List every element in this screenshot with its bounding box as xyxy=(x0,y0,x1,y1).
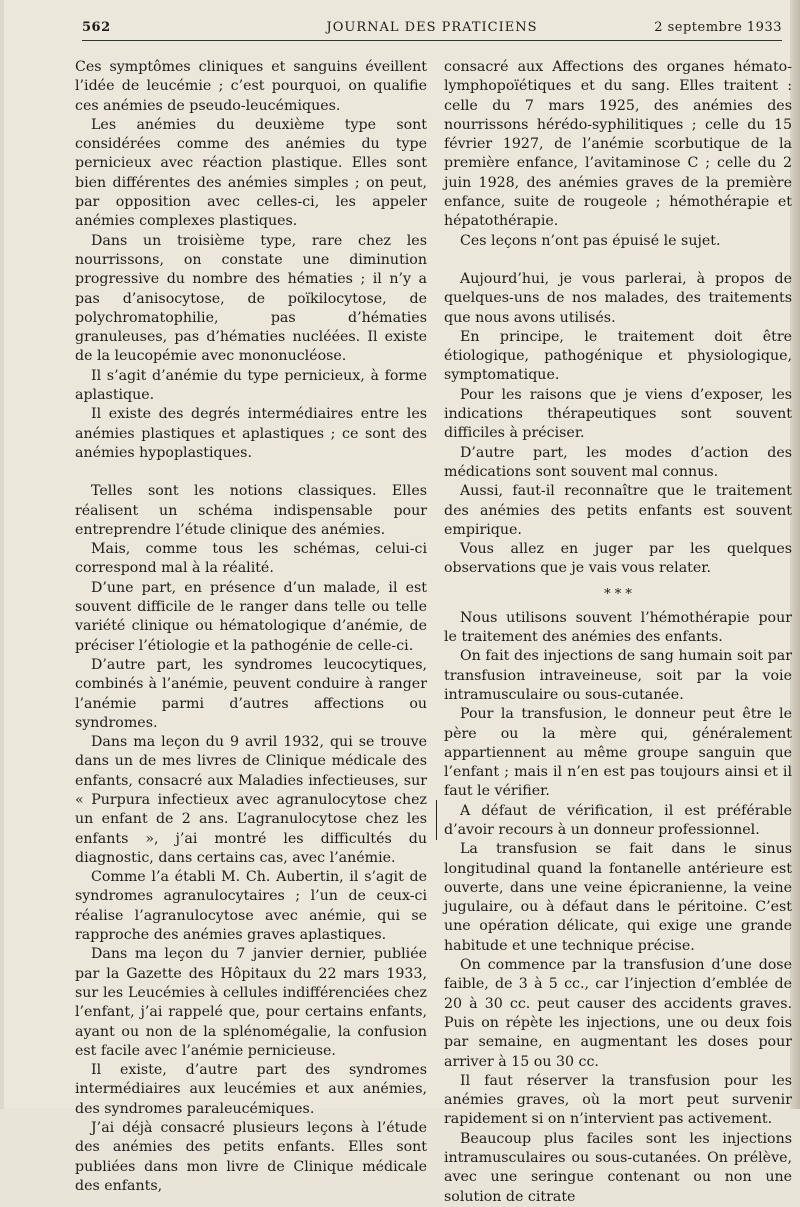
paragraph: Aujourd’hui, je vous parlerai, à propos de quelques-uns de nos malades, des traitements que nous avons utilisés. xyxy=(444,270,792,326)
journal-title: JOURNAL DES PRATICIENS xyxy=(326,20,538,35)
paragraph: Comme l’a établi M. Ch. Aubertin, il s’agit de syndromes agranulocytaires ; l’un de ceux-ci réalise l’agranulocytose avec anémie, qui se rapproche des anémies graves aplastiques. xyxy=(75,869,427,944)
paragraph: Il existe des degrés intermédiaires entre les anémies plastiques et aplastiques ; ce sont des anémies hypoplastiques. xyxy=(75,406,427,461)
paragraph: Beaucoup plus faciles sont les injections intramusculaires ou sous-cutanées. On prélève, avec une seringue contenant ou non une solution de citrate xyxy=(444,1130,792,1205)
running-header xyxy=(82,18,782,40)
paragraph: Telles sont les notions classiques. Elles réalisent un schéma indispensable pour entreprendre l’étude clinique des anémies. xyxy=(75,483,427,538)
paragraph: Pour la transfusion, le donneur peut être le père ou la mère qui, généralement appartiennent au même groupe sanguin que l’enfant ; mais il n’en est pas toujours ainsi et il faut le vérifier. xyxy=(444,706,792,800)
paragraph: J’ai déjà consacré plusieurs leçons à l’étude des anémies des petits enfants. Elles sont publiées dans mon livre de Clinique médicale des enfants, xyxy=(75,1120,427,1194)
paragraph: consacré aux Affections des organes hémato-lymphopoïétiques et du sang. Elles traitent : celle du 7 mars 1925, des anémies des nourrissons hérédo-syphilitiques ; celle du 15 février 1927, de l’anémie scorbutique de la première enfance, l’avitaminose C ; celle du 2 juin 1928, des anémies graves de la première enfance, suite de rougeole ; hémothérapie et hépatothérapie. xyxy=(444,59,792,230)
paragraph: Dans ma leçon du 7 janvier dernier, publiée par la Gazette des Hôpitaux du 22 mars 1933, sur les Leucémies à cellules indifférenciées chez l’enfant, j’ai rappelé que, pour certains enfants, ayant ou non de la splénomégalie, la confusion est facile avec l’anémie pernicieuse. xyxy=(75,946,427,1059)
column-separator xyxy=(436,800,437,840)
paragraph-gap xyxy=(75,463,427,482)
paragraph: A défaut de vérification, il est préférable d’avoir recours à un donneur professionnel. xyxy=(444,802,792,838)
paragraph: Dans un troisième type, rare chez les nourrissons, on constate une diminution progressive du nombre des hématies ; il n’y a pas d’anisocytose, de poïkilocytose, de polychromatophilie, pas d’hématies granuleuses, pas d’hématies nucléées. Il existe de la leucopémie avec mononucléose. xyxy=(75,232,427,365)
paragraph: Aussi, faut-il reconnaître que le traitement des anémies des petits enfants est souvent empirique. xyxy=(444,483,792,538)
paragraph-gap xyxy=(444,251,792,270)
issue-date: 2 septembre 1933 xyxy=(654,20,782,35)
paragraph: Pour les raisons que je viens d’exposer, les indications thérapeutiques sont souvent difficiles à préciser. xyxy=(444,386,792,442)
paragraph: Ces leçons n’ont pas épuisé le sujet. xyxy=(460,232,721,249)
paragraph: D’une part, en présence d’un malade, il est souvent difficile de le ranger dans telle ou telle variété clinique ou hématologique d’anémie, de préciser l’étiologie et la pathogénie de celle-ci. xyxy=(75,579,427,654)
paragraph: Ces symptômes cliniques et sanguins éveillent l’idée de leucémie ; c’est pourquoi, on qualifie ces anémies de pseudo-leucémiques. xyxy=(75,59,427,114)
paragraph: Nous utilisons souvent l’hémothérapie pour le traitement des anémies des enfants. xyxy=(444,609,792,646)
left-column xyxy=(75,58,427,1196)
paragraph: Les anémies du deuxième type sont considérées comme des anémies du type pernicieux avec réaction plastique. Elles sont bien différentes des anémies simples ; on peut, par opposition avec celles-ci, les appeler anémies complexes plastiques. xyxy=(75,116,427,230)
right-column xyxy=(444,58,792,1205)
paragraph: Il s’agit d’anémie du type pernicieux, à forme aplastique. xyxy=(75,367,427,404)
paragraph: D’autre part, les modes d’action des médications sont souvent mal connus. xyxy=(444,444,792,480)
paragraph: La transfusion se fait dans le sinus longitudinal quand la fontanelle antérieure est ouverte, dans une veine épicranienne, la veine jugulaire, ou à défaut dans le péritoine. C’est une opération délicate, qui exige une grande habitude et une technique précise. xyxy=(444,841,792,954)
page-number: 562 xyxy=(82,20,111,35)
paragraph: Mais, comme tous les schémas, celui-ci correspond mal à la réalité. xyxy=(75,541,427,577)
paragraph: D’autre part, les syndromes leucocytiques, combinés à l’anémie, peuvent conduire à ranger l’anémie parmi d’autres affections ou syndromes. xyxy=(75,656,427,731)
header-rule xyxy=(82,40,782,41)
paragraph: En principe, le traitement doit être étiologique, pathogénique et physiologique, symptomatique. xyxy=(444,328,792,384)
paragraph: Il faut réserver la transfusion pour les anémies graves, où la mort peut survenir rapidement si on n’intervient pas activement. xyxy=(444,1072,792,1128)
paragraph: Dans ma leçon du 9 avril 1932, qui se trouve dans un de mes livres de Clinique médicale des enfants, consacré aux Maladies infectieuses, sur « Purpura infectieux avec agranulocytose chez un enfant de 2 ans. L’agranulocytose chez les enfants », j’ai montré les difficultés du diagnostic, dans certains cas, avec l’anémie. xyxy=(75,734,427,866)
paragraph: Vous allez en juger par les quelques observations que je vais vous relater. xyxy=(444,541,792,577)
section-separator: * * * xyxy=(604,586,632,602)
paragraph: On commence par la transfusion d’une dose faible, de 3 à 5 cc., car l’injection d’emblée de 20 à 30 cc. peut causer des accidents graves. Puis on répète les injections, une ou deux fois par semaine, en augmentant les doses pour arriver à 15 ou 30 cc. xyxy=(444,957,792,1070)
paragraph: On fait des injections de sang humain soit par transfusion intraveineuse, soit par la voie intramusculaire ou sous-cutanée. xyxy=(444,648,792,703)
paragraph: Il existe, d’autre part des syndromes intermédiaires aux leucémies et aux anémies, des syndromes paraleucémiques. xyxy=(75,1062,427,1117)
page-left-edge xyxy=(0,0,4,1109)
